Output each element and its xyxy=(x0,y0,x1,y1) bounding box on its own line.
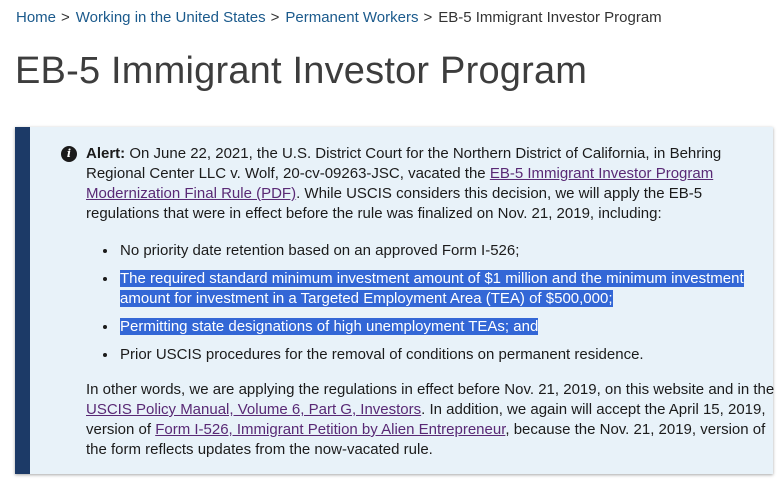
selected-text: Permitting state designations of high unemployment TEAs; and xyxy=(120,318,539,335)
policy-manual-link[interactable]: USCIS Policy Manual, Volume 6, Part G, Investors xyxy=(86,401,422,418)
alert-label: Alert: xyxy=(86,145,126,162)
alert-body xyxy=(86,144,776,460)
alert-intro xyxy=(86,144,776,224)
list-item: • No priority date retention based on an approved Form I-526; xyxy=(118,241,776,261)
breadcrumb-separator: > xyxy=(423,9,433,26)
form-i526-link[interactable]: Form I-526, Immigrant Petition by Alien Entrepreneur xyxy=(155,421,506,438)
alert-closing: In other words, we are applying the regulations in effect before Nov. 21, 2019, on this website and in the USCIS Policy Manual, Volume 6, Part G, Investors. In addition, we again will accept the April 15, 2019, version of Form I-526, Immigrant Petition by Alien Entrepreneur, because the Nov. 21, 2019, version of the form reflects updates from the now-vacated rule. xyxy=(86,381,775,458)
alert-box xyxy=(15,127,773,474)
breadcrumb-home-link[interactable]: Home xyxy=(16,9,57,26)
list-item xyxy=(118,269,776,309)
breadcrumb-current: EB-5 Immigrant Investor Program xyxy=(438,9,662,26)
breadcrumb-separator: > xyxy=(61,9,70,26)
list-item xyxy=(118,317,776,337)
breadcrumb-working-link[interactable]: Working in the United States xyxy=(75,9,266,26)
final-rule-pdf-link[interactable]: EB-5 Immigrant Investor Program Modernization Final Rule (PDF) xyxy=(86,165,714,202)
alert-intro-text: On June 22, 2021, the U.S. District Court for the Northern District of California, in Behring Regional Center LLC v. Wolf, 20-cv-09263-JSC, vacated the xyxy=(86,145,722,182)
breadcrumb xyxy=(16,9,662,27)
info-icon: i xyxy=(61,146,77,162)
breadcrumb-permanent-workers-link[interactable]: Permanent Workers xyxy=(285,9,419,26)
alert-list xyxy=(86,241,776,365)
list-item: • Prior USCIS procedures for the removal of conditions on permanent residence. xyxy=(118,345,776,365)
page-title: EB-5 Immigrant Investor Program xyxy=(15,50,588,92)
selected-text: The required standard minimum investment amount of $1 million and the minimum investment amount for investment in a Targeted Employment Area (TEA) of $500,000; xyxy=(120,270,744,307)
alert-intro-text-2: . While USCIS considers this decision, we will apply the EB-5 regulations that were in effect before the rule was finalized on Nov. 21, 2019, including: xyxy=(86,185,703,222)
breadcrumb-separator: > xyxy=(270,9,280,26)
